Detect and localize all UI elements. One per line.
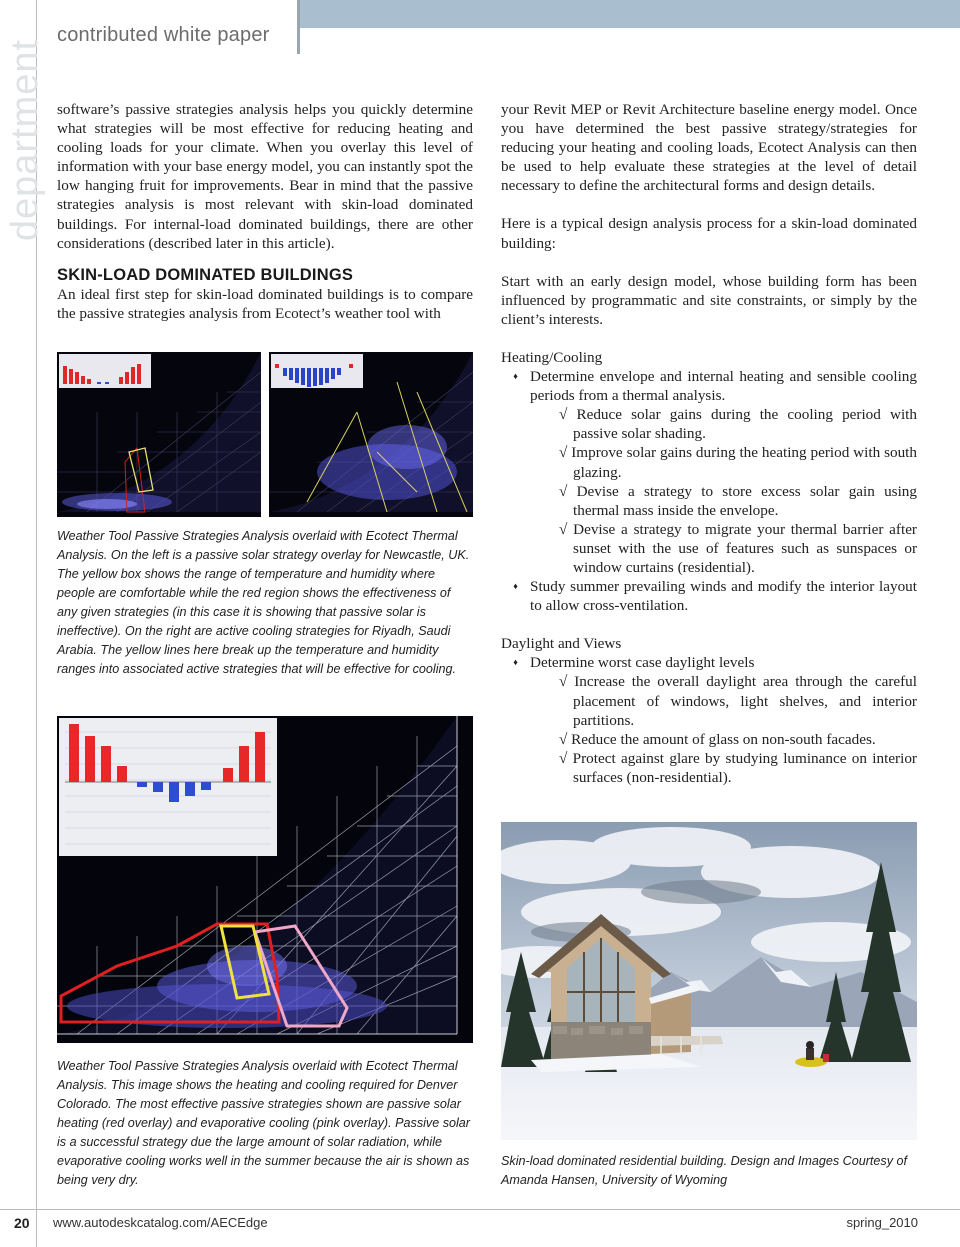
list-item-text: Determine worst case daylight levels [530, 654, 755, 672]
list-item [501, 653, 917, 672]
early-design-paragraph: Start with an early design model, whose building form has been influenced by programmatic and site constraints, or simply by the client’s interests. [501, 272, 917, 328]
house-illustration [501, 822, 917, 1140]
figure-denver-chart [57, 716, 473, 1043]
right-column [501, 100, 917, 787]
bullet-icon: ♦ [513, 657, 518, 668]
section-label: contributed white paper [57, 24, 270, 46]
psychrometric-chart-pair [57, 352, 473, 517]
bullet-icon: ♦ [513, 371, 518, 382]
baseline-paragraph: your Revit MEP or Revit Architecture baseline energy model. Once you have determined the best passive strategy/strategies for reducing your heating and cooling loads, Ecotect Analysis can then be used to help evaluate these strategies at the level of detail necessary to define the architectural forms and design details. [501, 101, 917, 195]
section-heading: SKIN-LOAD DOMINATED BUILDINGS [57, 265, 354, 284]
header-color-band [300, 0, 960, 28]
check-item: √ Increase the overall daylight area through the careful placement of windows, light shelves, and interior partitions. [559, 673, 917, 729]
list-item-text: Determine envelope and internal heating and sensible cooling periods from a thermal analysis. [530, 368, 917, 405]
check-item: √ Reduce the amount of glass on non-south facades. [559, 730, 876, 748]
header-divider [297, 0, 300, 54]
figure2-caption: Weather Tool Passive Strategies Analysis overlaid with Ecotect Thermal Analysis. This image shows the heating and cooling required for Denver Colorado. The most effective passive strategies shown are passive solar heating (red overlay) and evaporative cooling (pink overlay). Passive solar is a successful strategy due the large amount of solar radiation, while evaporative cooling works well in the summer because the air is shown as being very dry. [57, 1059, 471, 1187]
psychrometric-chart-denver [57, 716, 473, 1043]
heating-cooling-title: Heating/Cooling [501, 348, 603, 366]
check-item: √ Devise a strategy to store excess solar gain using thermal mass inside the envelope. [559, 482, 917, 519]
figure1-caption: Weather Tool Passive Strategies Analysis overlaid with Ecotect Thermal Analysis. On the left is a passive solar strategy overlay for Newcastle, UK. The yellow box shows the range of temperature and humidity where people are comfortable while the red region shows the effectiveness of any given strategies (in this case it is showing that passive solar is ineffective). On the right are active cooling strategies for Riyadh, Saudi Arabia. The yellow lines here break up the temperature and humidity ranges into associated active strategies that will be effective for cooling. [57, 529, 470, 676]
list-item [501, 577, 917, 615]
check-item: √ Reduce solar gains during the cooling period with passive solar shading. [559, 406, 917, 443]
footer-url: www.autodeskcatalog.com/AECEdge [53, 1215, 268, 1230]
left-column [57, 100, 473, 323]
page-number: 20 [14, 1215, 30, 1231]
intro-step-paragraph: An ideal first step for skin-load dominated buildings is to compare the passive strategies analysis from Ecotect’s weather tool with [57, 285, 473, 322]
bullet-icon: ♦ [513, 581, 518, 592]
footer-issue: spring_2010 [846, 1215, 918, 1230]
department-label: department [4, 38, 46, 242]
photo-residential-building [501, 822, 917, 1140]
check-item: √ Protect against glare by studying luminance on interior surfaces (non-residential). [559, 749, 917, 786]
daylight-title: Daylight and Views [501, 635, 622, 653]
process-intro-paragraph: Here is a typical design analysis process for a skin-load dominated building: [501, 215, 917, 252]
photo-caption: Skin-load dominated residential building. Design and Images Courtesy of Amanda Hansen, University of Wyoming [501, 1154, 908, 1187]
intro-paragraph: software’s passive strategies analysis helps you quickly determine what strategies will be most effective for reducing heating and cooling loads for your climate. When you overlay this level of information with your base energy model, you can instantly spot the low hanging fruit for improvements. Bear in mind that the passive strategies analysis is most relevant with skin-load dominated buildings. For internal-load dominated buildings, there are other considerations (described later in this article). [57, 101, 473, 252]
figure-weather-tool-pair [57, 352, 473, 517]
footer-rule [0, 1209, 960, 1210]
check-item: √ Improve solar gains during the heating period with south glazing. [559, 444, 917, 481]
check-item: √ Devise a strategy to migrate your thermal barrier after sunset with the use of features such as sunspaces or window curtains (residential). [559, 520, 917, 576]
list-item-text: Study summer prevailing winds and modify the interior layout to allow cross-ventilation. [530, 578, 917, 615]
list-item [501, 367, 917, 405]
